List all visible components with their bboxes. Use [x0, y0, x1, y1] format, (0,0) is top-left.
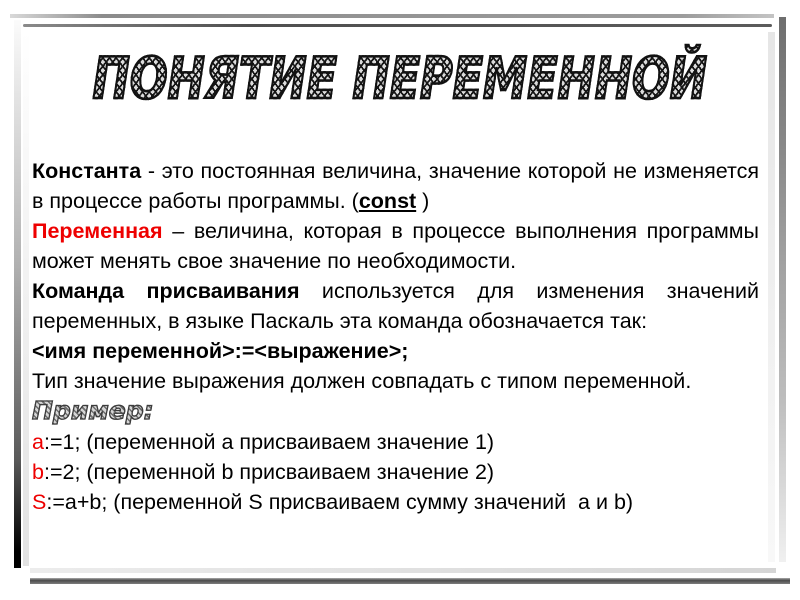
definition-constant-close: ): [416, 189, 430, 213]
example-variable-b: b: [32, 460, 44, 484]
example-text-a: :=1; (переменной a присваиваем значение 1): [43, 430, 495, 454]
frame-bottom-border-line: [30, 578, 790, 584]
example-label: Пример:: [32, 396, 154, 425]
example-variable-s: S: [32, 490, 47, 514]
definition-assignment-text: используется для изменения значений переменных, в языке Паскаль эта команда обозначается так:: [32, 279, 760, 333]
frame-bottom-highlight: [30, 568, 776, 573]
definition-variable-text: – величина, которая в процессе выполнения программы может менять свое значение по необходимости.: [32, 219, 759, 273]
example-variable-a: a: [32, 430, 44, 454]
term-constant: Константа: [32, 159, 142, 183]
frame-top-shadow-line: [10, 14, 774, 18]
example-text-b: :=2; (переменной b присваиваем значение 2): [43, 460, 495, 484]
slide-title-area: [0, 44, 800, 114]
slide-title: ПОНЯТИЕ ПЕРЕМЕННОЙ: [92, 46, 708, 112]
keyword-const: const: [358, 189, 417, 213]
frame-top-border-line: [23, 24, 772, 27]
example-label-line: [32, 396, 759, 427]
definition-variable: [32, 216, 759, 276]
example-line-s: [32, 487, 759, 517]
assignment-syntax: <имя переменной>:=<выражение>;: [32, 339, 409, 363]
example-line-b: [32, 457, 759, 487]
example-text-s: :=a+b; (переменной S присваиваем сумму значений а и b): [46, 490, 634, 514]
term-variable: Переменная: [32, 219, 163, 243]
type-rule: Тип значение выражения должен совпадать с типом переменной.: [32, 369, 692, 393]
definition-constant-text: - это постоянная величина, значение которой не изменяется в процессе работы программы. (: [32, 159, 759, 213]
example-line-a: [32, 427, 759, 457]
term-assignment: Команда присваивания: [32, 279, 300, 303]
definition-constant: [32, 156, 759, 216]
definition-assignment: [32, 276, 759, 336]
slide-body: [32, 156, 759, 517]
